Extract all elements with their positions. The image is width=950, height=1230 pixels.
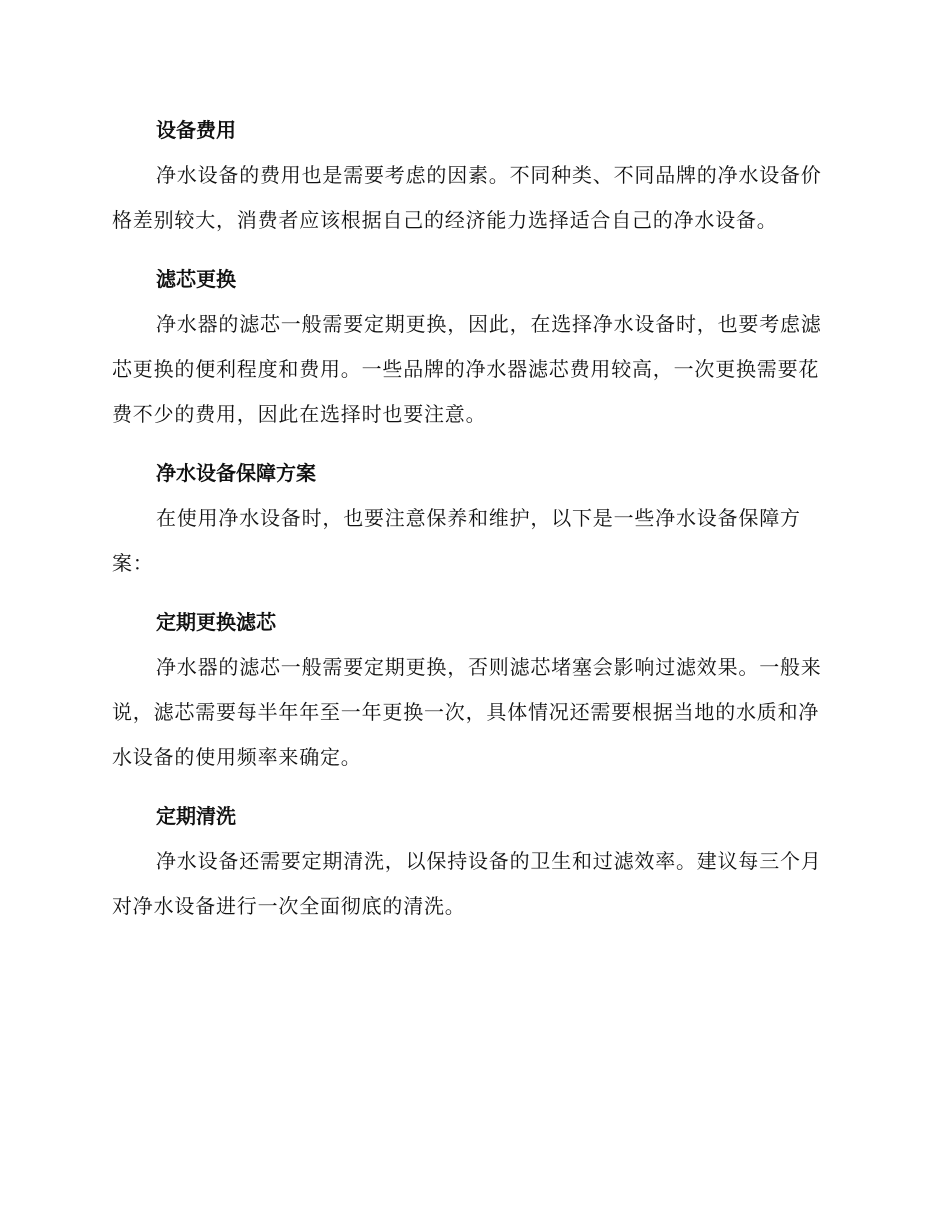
document-page — [112, 108, 832, 943]
section-heading: 定期更换滤芯 — [156, 610, 276, 634]
section-heading: 设备费用 — [156, 118, 236, 142]
section-regular-cleaning — [112, 794, 832, 929]
section-regular-filter-change — [112, 600, 832, 780]
section-filter-replacement — [112, 257, 832, 437]
section-paragraph: 净水设备的费用也是需要考虑的因素。不同种类、不同品牌的净水设备价格差别较大，消费者应该根据自己的经济能力选择适合自己的净水设备。 — [112, 163, 822, 232]
section-heading: 滤芯更换 — [156, 267, 236, 291]
section-heading: 定期清洗 — [156, 804, 236, 828]
section-maintenance-plan — [112, 451, 832, 586]
section-paragraph: 净水设备还需要定期清洗，以保持设备的卫生和过滤效率。建议每三个月对净水设备进行一次全面彻底的清洗。 — [112, 849, 822, 918]
section-heading: 净水设备保障方案 — [156, 461, 316, 485]
section-equipment-cost — [112, 108, 832, 243]
section-paragraph: 在使用净水设备时，也要注意保养和维护，以下是一些净水设备保障方案： — [112, 506, 801, 575]
section-paragraph: 净水器的滤芯一般需要定期更换，否则滤芯堵塞会影响过滤效果。一般来说，滤芯需要每半年年至一年更换一次，具体情况还需要根据当地的水质和净水设备的使用频率来确定。 — [112, 655, 822, 769]
section-paragraph: 净水器的滤芯一般需要定期更换，因此，在选择净水设备时，也要考虑滤芯更换的便利程度和费用。一些品牌的净水器滤芯费用较高，一次更换需要花费不少的费用，因此在选择时也要注意。 — [112, 312, 822, 426]
